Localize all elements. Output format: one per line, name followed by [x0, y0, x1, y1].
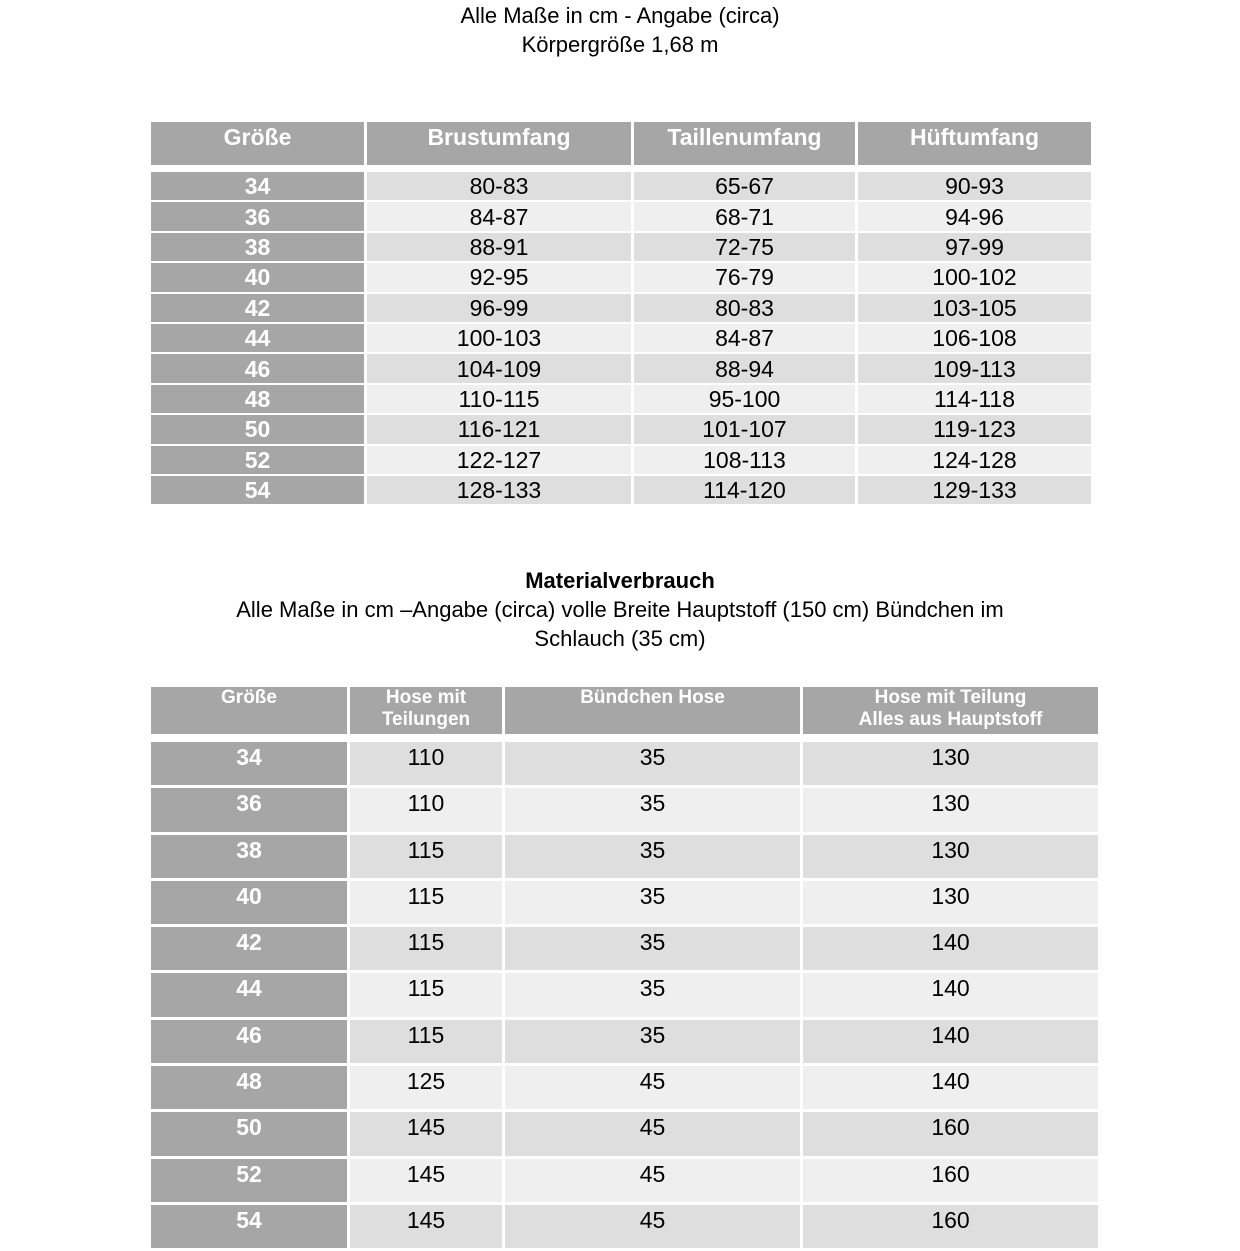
size-cell: 48	[151, 385, 364, 413]
value-cell: 130	[803, 835, 1098, 878]
value-cell: 108-113	[634, 446, 855, 474]
value-cell: 84-87	[367, 202, 631, 230]
value-cell: 114-118	[858, 385, 1091, 413]
header-cell: Taillenumfang	[634, 122, 855, 165]
value-cell: 88-91	[367, 233, 631, 261]
value-cell: 103-105	[858, 294, 1091, 322]
value-cell: 115	[350, 881, 502, 924]
value-cell: 160	[803, 1112, 1098, 1155]
value-cell: 35	[505, 927, 800, 970]
value-cell: 35	[505, 881, 800, 924]
size-cell: 34	[151, 742, 347, 785]
value-cell: 110	[350, 788, 502, 831]
value-cell: 96-99	[367, 294, 631, 322]
value-cell: 97-99	[858, 233, 1091, 261]
table-row	[151, 233, 1091, 261]
value-cell: 130	[803, 788, 1098, 831]
size-cell: 46	[151, 1020, 347, 1063]
size-cell: 34	[151, 172, 364, 200]
value-cell: 35	[505, 973, 800, 1016]
table-row	[151, 263, 1091, 291]
value-cell: 115	[350, 973, 502, 1016]
value-cell: 100-103	[367, 324, 631, 352]
table-row	[151, 1066, 1098, 1109]
table-row	[151, 1112, 1098, 1155]
size-table-header	[151, 122, 1091, 165]
table-row	[151, 385, 1091, 413]
value-cell: 88-94	[634, 354, 855, 382]
value-cell: 140	[803, 927, 1098, 970]
value-cell: 115	[350, 1020, 502, 1063]
value-cell: 106-108	[858, 324, 1091, 352]
value-cell: 35	[505, 742, 800, 785]
value-cell: 95-100	[634, 385, 855, 413]
header-cell: Hose mit Teilungen	[350, 687, 502, 734]
table-row	[151, 788, 1098, 831]
value-cell: 84-87	[634, 324, 855, 352]
value-cell: 80-83	[367, 172, 631, 200]
value-cell: 114-120	[634, 476, 855, 504]
value-cell: 94-96	[858, 202, 1091, 230]
size-cell: 48	[151, 1066, 347, 1109]
value-cell: 160	[803, 1205, 1098, 1248]
value-cell: 101-107	[634, 415, 855, 443]
value-cell: 80-83	[634, 294, 855, 322]
size-cell: 36	[151, 202, 364, 230]
value-cell: 110	[350, 742, 502, 785]
material-table	[148, 684, 1101, 1251]
size-cell: 52	[151, 1159, 347, 1202]
table-row	[151, 1020, 1098, 1063]
value-cell: 45	[505, 1066, 800, 1109]
value-cell: 35	[505, 788, 800, 831]
value-cell: 140	[803, 973, 1098, 1016]
size-table	[148, 120, 1094, 506]
value-cell: 115	[350, 835, 502, 878]
value-cell: 116-121	[367, 415, 631, 443]
size-cell: 44	[151, 324, 364, 352]
value-cell: 160	[803, 1159, 1098, 1202]
size-cell: 38	[151, 233, 364, 261]
value-cell: 35	[505, 1020, 800, 1063]
table-row	[151, 973, 1098, 1016]
table-row	[151, 881, 1098, 924]
size-cell: 46	[151, 354, 364, 382]
value-cell: 109-113	[858, 354, 1091, 382]
body-height-note: Körpergröße 1,68 m	[521, 32, 719, 57]
size-cell: 52	[151, 446, 364, 474]
table-row	[151, 835, 1098, 878]
material-title: Materialverbrauch	[525, 568, 715, 593]
size-cell: 40	[151, 263, 364, 291]
value-cell: 129-133	[858, 476, 1091, 504]
value-cell: 45	[505, 1205, 800, 1248]
material-description-line2: Schlauch (35 cm)	[534, 626, 706, 651]
table-row	[151, 324, 1091, 352]
material-description-line1: Alle Maße in cm –Angabe (circa) volle Breite Hauptstoff (150 cm) Bündchen im	[236, 597, 1004, 622]
value-cell: 92-95	[367, 263, 631, 291]
size-cell: 54	[151, 476, 364, 504]
table-row	[151, 202, 1091, 230]
header-cell: Hüftumfang	[858, 122, 1091, 165]
value-cell: 110-115	[367, 385, 631, 413]
value-cell: 104-109	[367, 354, 631, 382]
value-cell: 119-123	[858, 415, 1091, 443]
size-cell: 38	[151, 835, 347, 878]
value-cell: 130	[803, 742, 1098, 785]
value-cell: 76-79	[634, 263, 855, 291]
value-cell: 128-133	[367, 476, 631, 504]
size-cell: 54	[151, 1205, 347, 1248]
table-row	[151, 1159, 1098, 1202]
value-cell: 145	[350, 1112, 502, 1155]
header-cell: Hose mit Teilung Alles aus Hauptstoff	[803, 687, 1098, 734]
size-cell: 50	[151, 415, 364, 443]
value-cell: 100-102	[858, 263, 1091, 291]
value-cell: 122-127	[367, 446, 631, 474]
value-cell: 124-128	[858, 446, 1091, 474]
value-cell: 45	[505, 1112, 800, 1155]
size-cell: 36	[151, 788, 347, 831]
table-row	[151, 446, 1091, 474]
table-row	[151, 1205, 1098, 1248]
header-cell: Größe	[151, 687, 347, 734]
table-row	[151, 476, 1091, 504]
header-cell: Bündchen Hose	[505, 687, 800, 734]
table-row	[151, 354, 1091, 382]
value-cell: 90-93	[858, 172, 1091, 200]
value-cell: 125	[350, 1066, 502, 1109]
material-table-header	[151, 687, 1098, 734]
value-cell: 65-67	[634, 172, 855, 200]
table-row	[151, 742, 1098, 785]
size-cell: 50	[151, 1112, 347, 1155]
measurement-note: Alle Maße in cm - Angabe (circa)	[460, 3, 780, 28]
table-row	[151, 172, 1091, 200]
size-cell: 42	[151, 294, 364, 322]
value-cell: 145	[350, 1205, 502, 1248]
value-cell: 72-75	[634, 233, 855, 261]
size-chart-intro	[0, 1, 1240, 59]
header-cell: Brustumfang	[367, 122, 631, 165]
value-cell: 140	[803, 1020, 1098, 1063]
header-cell: Größe	[151, 122, 364, 165]
value-cell: 115	[350, 927, 502, 970]
size-cell: 40	[151, 881, 347, 924]
table-row	[151, 294, 1091, 322]
value-cell: 68-71	[634, 202, 855, 230]
size-cell: 44	[151, 973, 347, 1016]
value-cell: 45	[505, 1159, 800, 1202]
table-row	[151, 415, 1091, 443]
value-cell: 130	[803, 881, 1098, 924]
size-cell: 42	[151, 927, 347, 970]
material-intro	[0, 566, 1240, 653]
value-cell: 35	[505, 835, 800, 878]
table-row	[151, 927, 1098, 970]
value-cell: 140	[803, 1066, 1098, 1109]
value-cell: 145	[350, 1159, 502, 1202]
